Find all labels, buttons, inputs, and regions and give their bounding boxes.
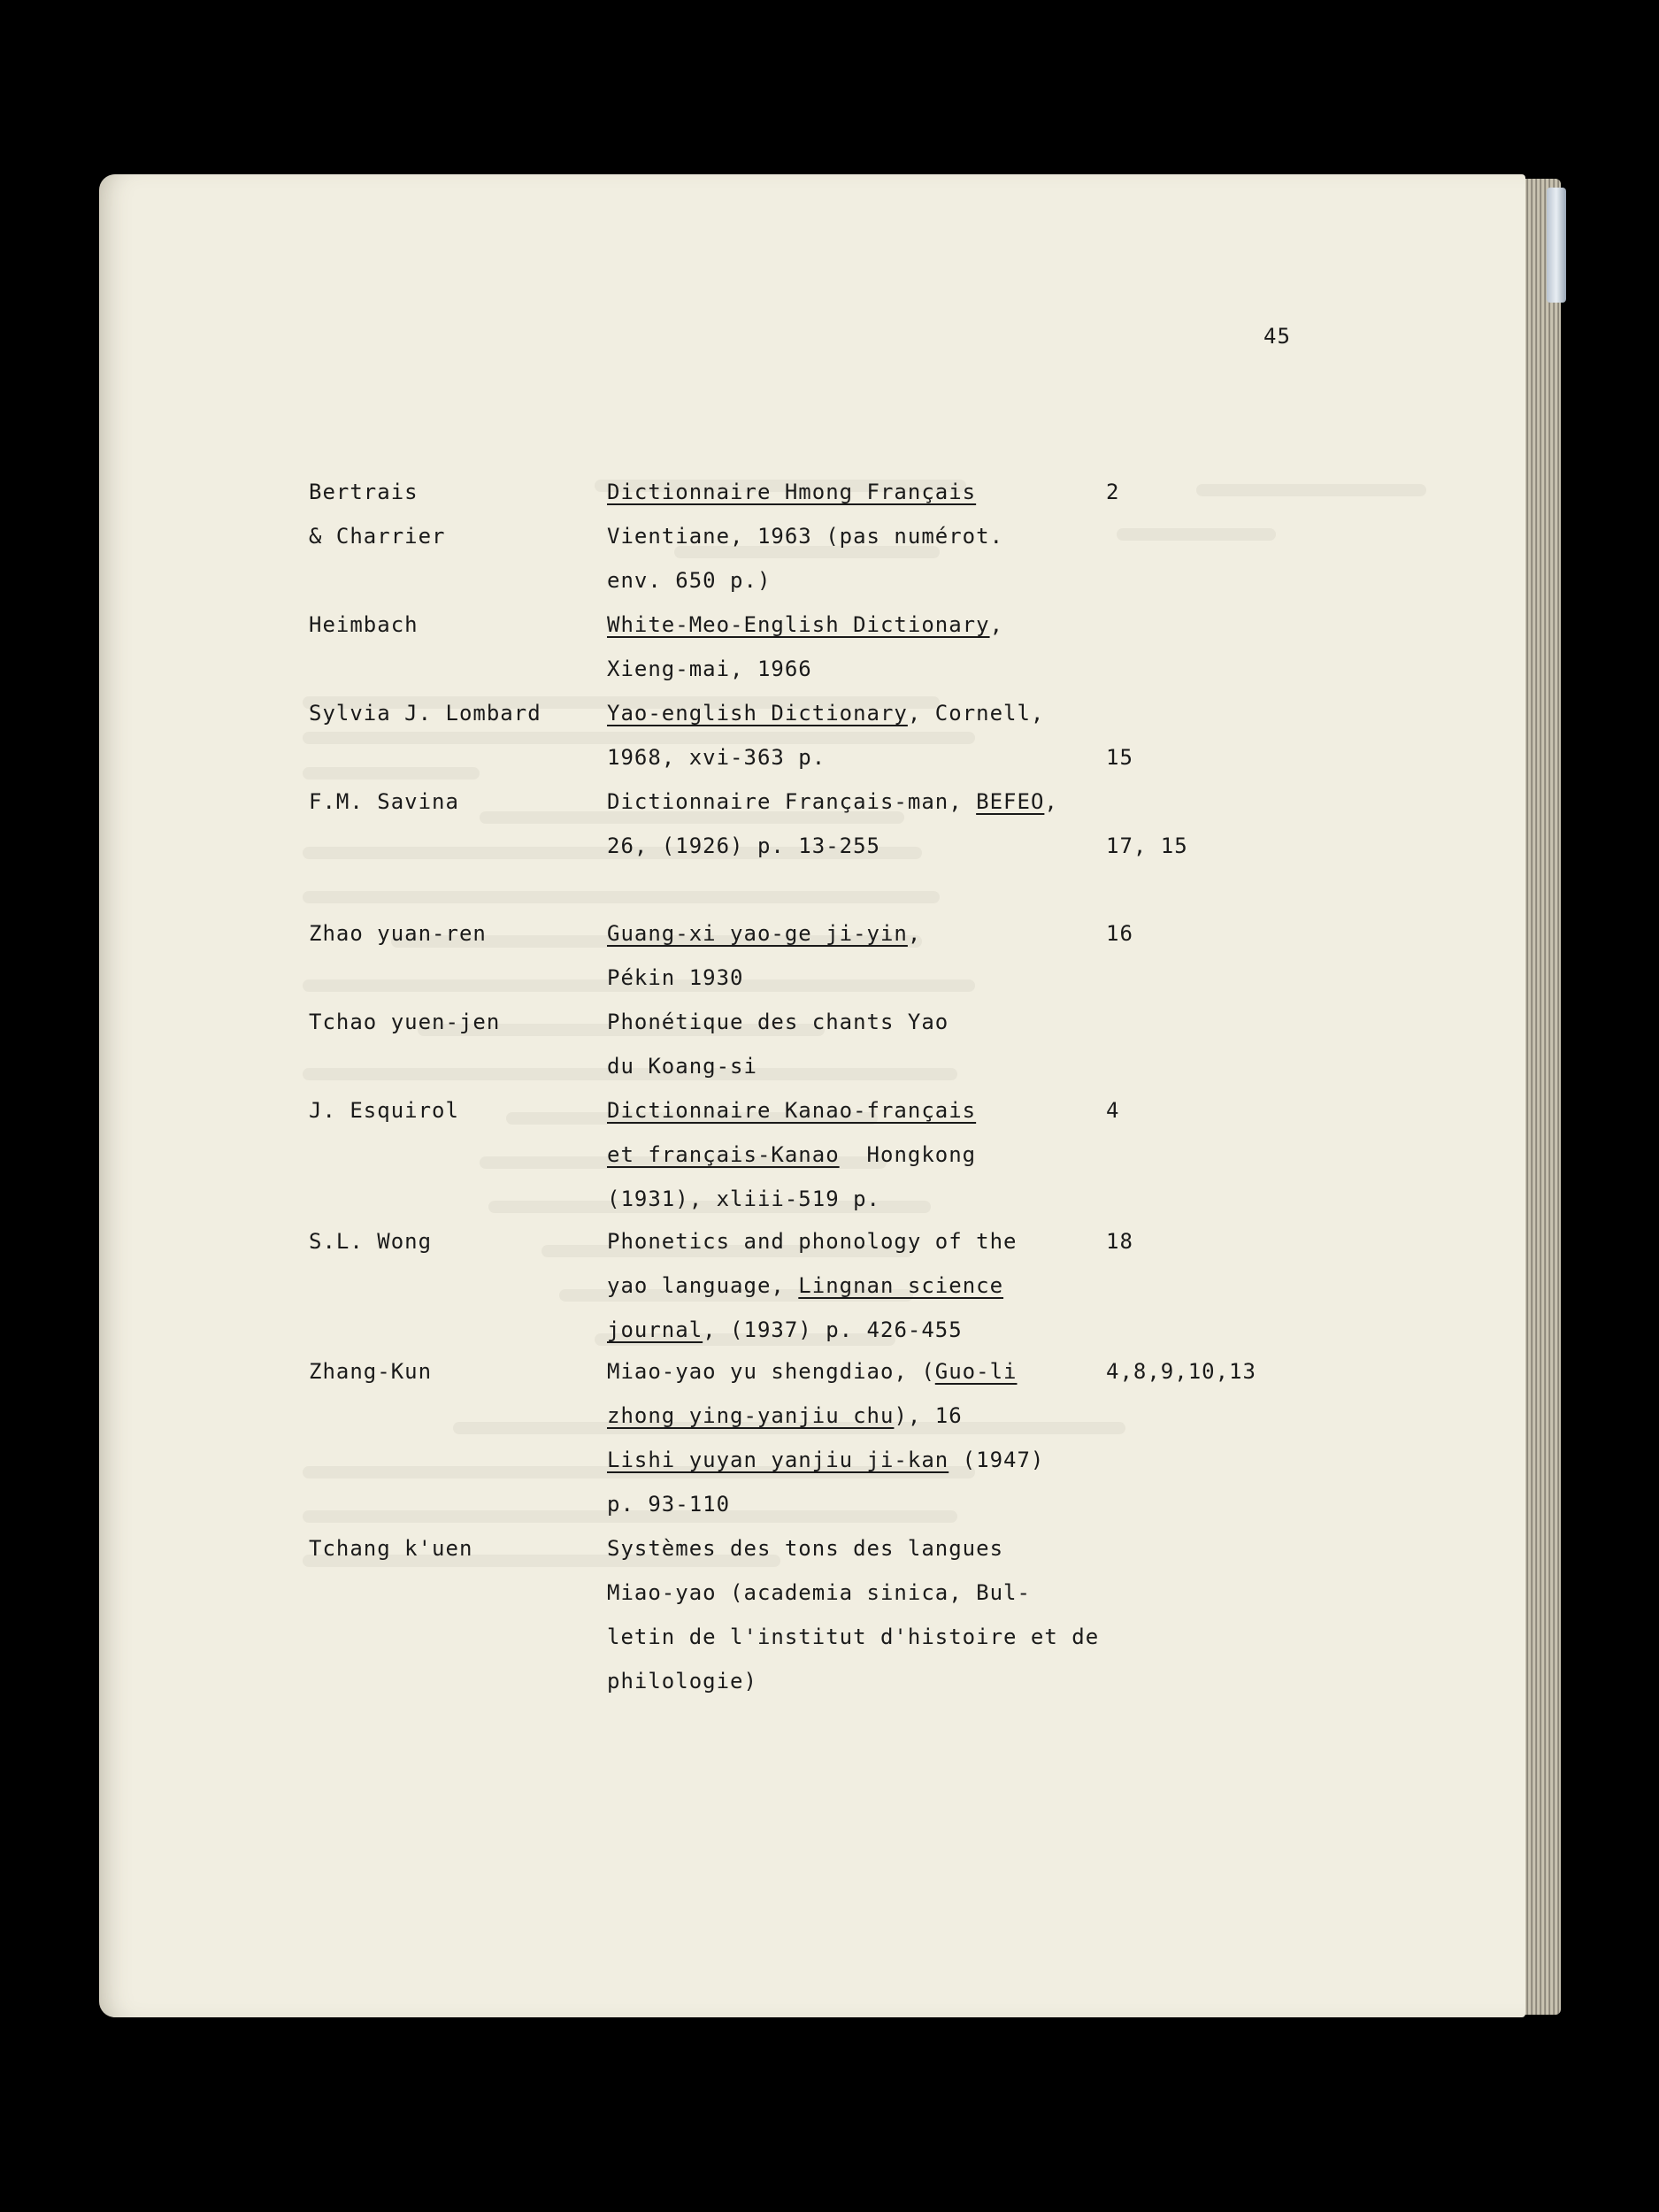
citation-text-segment: Phonetics and phonology of the	[607, 1229, 1018, 1254]
citation-text-segment: ), 16	[894, 1403, 963, 1428]
entry-citation-line	[607, 1449, 1044, 1471]
entry-citation-line	[607, 1011, 949, 1033]
entry-citation-line	[607, 526, 1003, 547]
citation-text-segment: ,	[907, 921, 922, 946]
entry-citation-line	[607, 614, 1003, 635]
bleed-through-line	[303, 891, 940, 903]
citation-text-segment: Pékin 1930	[607, 965, 744, 990]
citation-text-segment: (1947)	[949, 1448, 1045, 1472]
entry-citation-line	[607, 791, 1058, 812]
underlined-title-segment: et français-Kanao	[607, 1142, 840, 1167]
underlined-title-segment: Lingnan science	[798, 1273, 1004, 1298]
citation-text-segment: (1931), xliii-519 p.	[607, 1187, 880, 1211]
citation-text-segment: Systèmes des tons des langues	[607, 1536, 1004, 1561]
entry-author: S.L. Wong	[309, 1229, 433, 1254]
document-page	[99, 174, 1525, 2017]
entry-citation-line	[607, 1538, 1003, 1559]
citation-text-segment: 26, (1926) p. 13-255	[607, 833, 880, 858]
citation-text-segment: Dictionnaire Français-man,	[607, 789, 977, 814]
entry-author: Sylvia J. Lombard	[309, 701, 541, 726]
citation-text-segment: , Cornell,	[907, 701, 1045, 726]
entry-author: Bertrais	[309, 480, 419, 504]
entry-citation-line	[607, 703, 1044, 724]
citation-text-segment: env. 650 p.)	[607, 568, 772, 593]
underlined-title-segment: White-Meo-English Dictionary	[607, 612, 990, 637]
underlined-title-segment: zhong ying-yanjiu chu	[607, 1403, 895, 1428]
citation-text-segment: p. 93-110	[607, 1492, 731, 1517]
entry-citation-line	[607, 1188, 880, 1210]
citation-text-segment: du Koang-si	[607, 1054, 757, 1079]
entry-citation-line	[607, 747, 826, 768]
entry-reference-number: 17, 15	[1106, 833, 1188, 858]
page-edges	[1520, 179, 1561, 2015]
bleed-through-line	[1117, 528, 1276, 541]
citation-text-segment: Miao-yao (academia sinica, Bul-	[607, 1580, 1031, 1605]
citation-text-segment: philologie)	[607, 1669, 757, 1694]
underlined-title-segment: Guang-xi yao-ge ji-yin	[607, 921, 908, 946]
page-number: 45	[1263, 324, 1291, 349]
entry-reference-number: 15	[1106, 745, 1133, 770]
underlined-title-segment: Guo-li	[934, 1359, 1018, 1384]
citation-text-segment: , (1937) p. 426-455	[703, 1317, 963, 1342]
underlined-title-segment: Dictionnaire Hmong Français	[607, 480, 977, 504]
entry-author: & Charrier	[309, 524, 446, 549]
citation-text-segment: Hongkong	[839, 1142, 977, 1167]
entry-citation-line	[607, 835, 880, 856]
entry-citation-line	[607, 1671, 757, 1692]
entry-author: F.M. Savina	[309, 789, 459, 814]
entry-citation-line	[607, 1582, 1031, 1603]
citation-text-segment: Vientiane, 1963 (pas numérot.	[607, 524, 1004, 549]
underlined-title-segment: Dictionnaire Kanao-français	[607, 1098, 977, 1123]
entry-citation-line	[607, 1275, 1003, 1296]
citation-text-segment: 1968, xvi-363 p.	[607, 745, 826, 770]
entry-author: Tchang k'uen	[309, 1536, 473, 1561]
entry-citation-line	[607, 570, 771, 591]
entry-author: Zhang-Kun	[309, 1359, 433, 1384]
entry-citation-line	[607, 1405, 963, 1426]
citation-text-segment: letin de l'institut d'histoire et de	[607, 1624, 1100, 1649]
underlined-title-segment: Yao-english Dictionary	[607, 701, 908, 726]
page-tab-marker	[1547, 188, 1566, 303]
entry-reference-number: 18	[1106, 1229, 1133, 1254]
citation-text-segment: Phonétique des chants Yao	[607, 1010, 949, 1034]
entry-citation-line	[607, 1231, 1017, 1252]
entry-author: J. Esquirol	[309, 1098, 459, 1123]
bleed-through-line	[303, 732, 975, 744]
entry-citation-line	[607, 1626, 1099, 1647]
entry-reference-number: 4,8,9,10,13	[1106, 1359, 1256, 1384]
entry-citation-line	[607, 1319, 963, 1340]
entry-citation-line	[607, 967, 744, 988]
citation-text-segment: ,	[989, 612, 1004, 637]
underlined-title-segment: BEFEO	[976, 789, 1045, 814]
entry-author: Tchao yuen-jen	[309, 1010, 501, 1034]
entry-reference-number: 16	[1106, 921, 1133, 946]
entry-citation-line	[607, 1494, 730, 1515]
citation-text-segment: Xieng-mai, 1966	[607, 657, 812, 681]
entry-citation-line	[607, 1361, 1017, 1382]
entry-reference-number: 2	[1106, 480, 1120, 504]
bleed-through-line	[303, 767, 480, 780]
bleed-through-line	[1196, 484, 1426, 496]
entry-citation-line	[607, 658, 812, 680]
citation-text-segment: yao language,	[607, 1273, 799, 1298]
entry-citation-line	[607, 923, 921, 944]
entry-citation-line	[607, 481, 976, 503]
underlined-title-segment: journal	[607, 1317, 703, 1342]
citation-text-segment: ,	[1044, 789, 1058, 814]
entry-author: Heimbach	[309, 612, 419, 637]
citation-text-segment: Miao-yao yu shengdiao, (	[607, 1359, 935, 1384]
entry-citation-line	[607, 1144, 976, 1165]
entry-citation-line	[607, 1100, 976, 1121]
entry-reference-number: 4	[1106, 1098, 1120, 1123]
underlined-title-segment: Lishi yuyan yanjiu ji-kan	[607, 1448, 949, 1472]
entry-author: Zhao yuan-ren	[309, 921, 487, 946]
entry-citation-line	[607, 1056, 757, 1077]
